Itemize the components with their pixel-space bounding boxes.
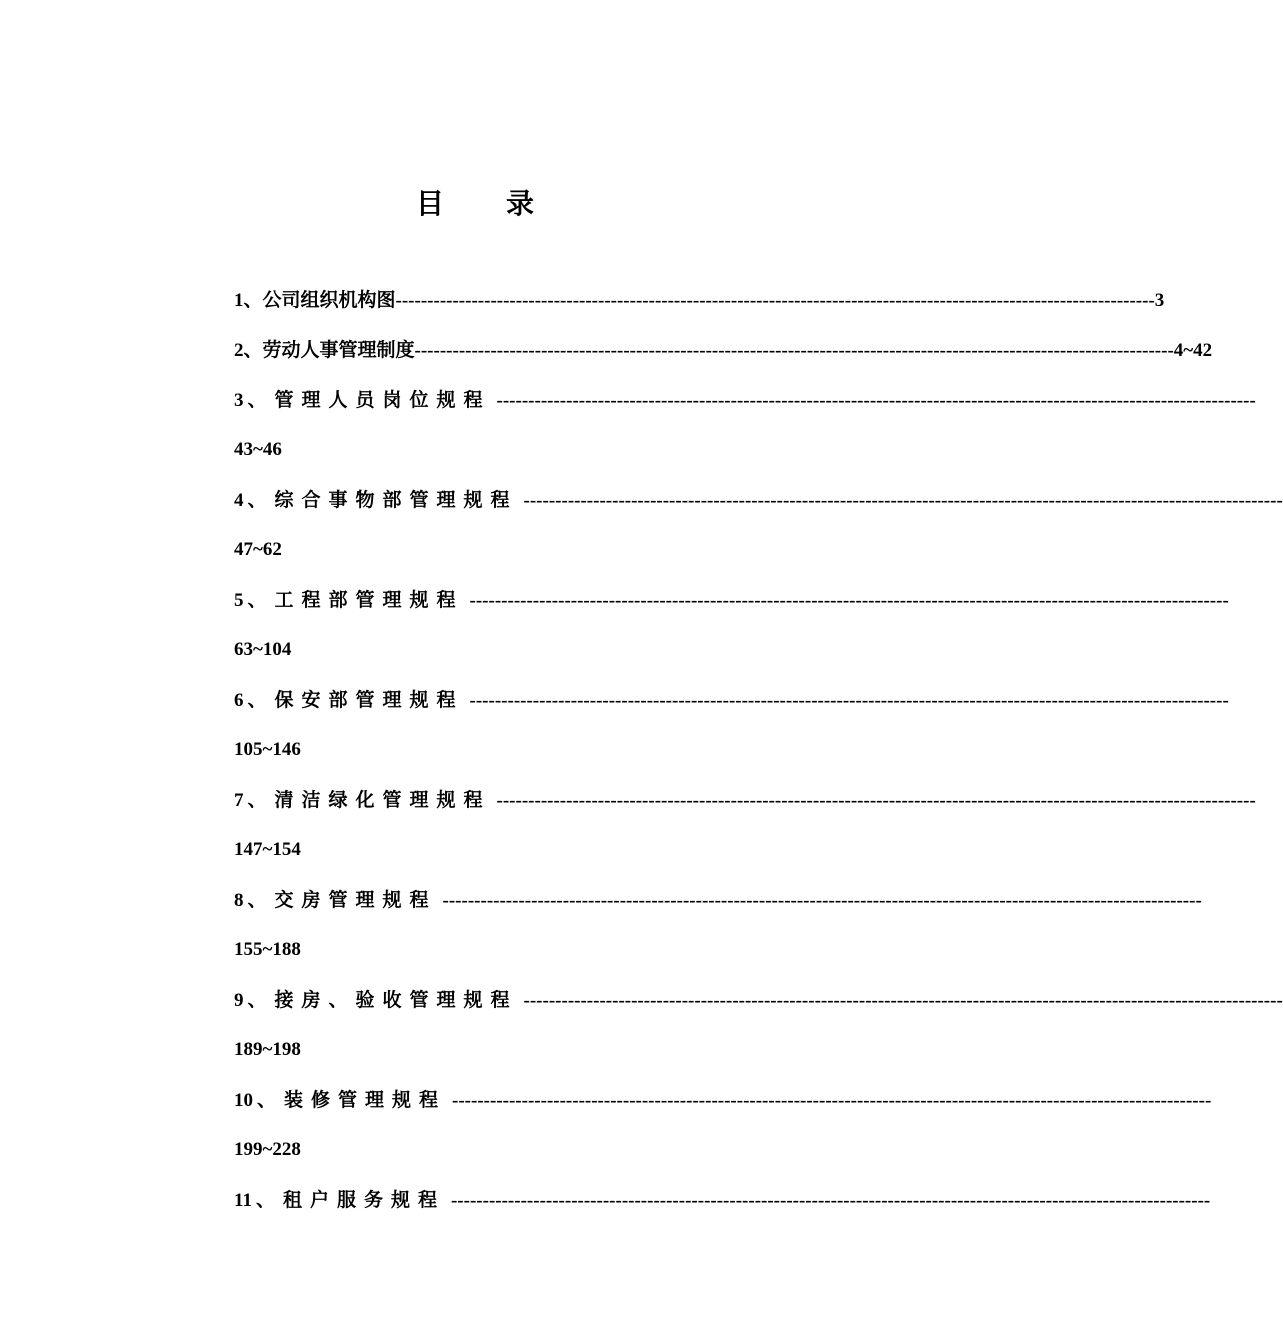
toc-entry-heading-line [234, 984, 1283, 1034]
toc-dot-leader: ------------------------------------------------------------------------------------------------------------------------ [414, 340, 1174, 361]
toc-entry-number: 5 [234, 590, 244, 611]
toc-entry-separator: 、 [247, 789, 275, 811]
toc-entry-1[interactable] [234, 284, 1165, 334]
toc-entry-separator: 、 [247, 389, 275, 411]
toc-entry-separator: 、 [247, 689, 275, 711]
toc-entry-heading-line [234, 884, 1202, 934]
toc-entry-title: 接房、验收管理规程 [274, 989, 518, 1011]
toc-entry-number: 4 [234, 490, 244, 511]
toc-entry-number: 2 [234, 340, 244, 361]
toc-dot-leader: ------------------------------------------------------------------------------------------------------------------------ [523, 490, 1283, 511]
toc-entry-title: 管理人员岗位规程 [274, 389, 491, 411]
toc-entry-number: 3 [234, 390, 244, 411]
toc-entry-6[interactable] [234, 684, 1229, 784]
title-char-1: 目 [415, 187, 444, 220]
toc-entry-pages: 147~154 [234, 839, 301, 860]
title-char-2: 录 [506, 187, 535, 220]
page-title [0, 182, 950, 222]
toc-entry-heading-line [234, 484, 1283, 534]
toc-entry-9[interactable] [234, 984, 1283, 1084]
toc-dot-leader: ------------------------------------------------------------------------------------------------------------------------ [496, 790, 1256, 811]
toc-entry-number: 11 [234, 1190, 252, 1211]
toc-entry-number: 10 [234, 1090, 253, 1111]
toc-entry-separator: 、 [247, 989, 275, 1011]
toc-entry-heading-line [234, 384, 1256, 434]
toc-entry-11[interactable] [234, 1184, 1211, 1234]
toc-entry-pages: 43~46 [234, 439, 282, 460]
toc-entry-8[interactable] [234, 884, 1202, 984]
toc-entry-pages: 189~198 [234, 1039, 301, 1060]
toc-entry-2[interactable] [234, 334, 1213, 384]
toc-entry-separator: 、 [243, 289, 263, 311]
toc-entry-pages: 199~228 [234, 1139, 301, 1160]
toc-entry-4[interactable] [234, 484, 1283, 584]
toc-entry-separator: 、 [255, 1189, 283, 1211]
toc-entry-5[interactable] [234, 584, 1229, 684]
toc-dot-leader: ------------------------------------------------------------------------------------------------------------------------ [496, 390, 1256, 411]
toc-entry-heading-line [234, 1084, 1212, 1134]
toc-entry-number: 9 [234, 990, 244, 1011]
toc-entry-number: 7 [234, 790, 244, 811]
toc-entry-heading-line [234, 784, 1256, 834]
toc-entry-number: 6 [234, 690, 244, 711]
toc-entry-pages: 105~146 [234, 739, 301, 760]
toc-entry-10[interactable] [234, 1084, 1212, 1184]
toc-entry-title: 综合事物部管理规程 [274, 489, 518, 511]
toc-dot-leader: ------------------------------------------------------------------------------------------------------------------------ [452, 1090, 1212, 1111]
toc-entry-title: 保安部管理规程 [274, 689, 464, 711]
toc-dot-leader: ------------------------------------------------------------------------------------------------------------------------ [469, 590, 1229, 611]
toc-entry-3[interactable] [234, 384, 1256, 484]
toc-entry-separator: 、 [247, 889, 275, 911]
toc-entry-title: 租户服务规程 [282, 1189, 445, 1211]
toc-entry-pages: 3 [1154, 290, 1165, 311]
toc-entry-separator: 、 [257, 1089, 285, 1111]
toc-entry-heading-line [234, 1184, 1211, 1234]
toc-entry-separator: 、 [247, 489, 275, 511]
toc-entry-title: 装修管理规程 [284, 1089, 447, 1111]
toc-entry-title: 劳动人事管理制度 [262, 339, 415, 361]
toc-entry-pages: 47~62 [234, 539, 282, 560]
toc-entry-pages: 63~104 [234, 639, 292, 660]
toc-entry-heading-line [234, 584, 1229, 634]
toc-dot-leader: ------------------------------------------------------------------------------------------------------------------------ [469, 690, 1229, 711]
toc-dot-leader: ------------------------------------------------------------------------------------------------------------------------ [523, 990, 1283, 1011]
toc-entry-number: 1 [234, 290, 244, 311]
toc-entry-title: 工程部管理规程 [274, 589, 464, 611]
toc-entry-pages: 155~188 [234, 939, 301, 960]
toc-entry-separator: 、 [247, 589, 275, 611]
toc-entry-heading-line [234, 684, 1229, 734]
toc-entry-title: 清洁绿化管理规程 [274, 789, 491, 811]
toc-entry-pages: 4~42 [1173, 340, 1213, 361]
table-of-contents [234, 284, 1283, 1234]
toc-entry-number: 8 [234, 890, 244, 911]
toc-entry-separator: 、 [243, 339, 263, 361]
toc-entry-7[interactable] [234, 784, 1256, 884]
toc-dot-leader: ------------------------------------------------------------------------------------------------------------------------ [450, 1190, 1211, 1211]
toc-entry-title: 交房管理规程 [274, 889, 437, 911]
toc-entry-title: 公司组织机构图 [262, 289, 396, 311]
toc-dot-leader: ------------------------------------------------------------------------------------------------------------------------ [395, 290, 1155, 311]
toc-dot-leader: ------------------------------------------------------------------------------------------------------------------------ [442, 890, 1202, 911]
